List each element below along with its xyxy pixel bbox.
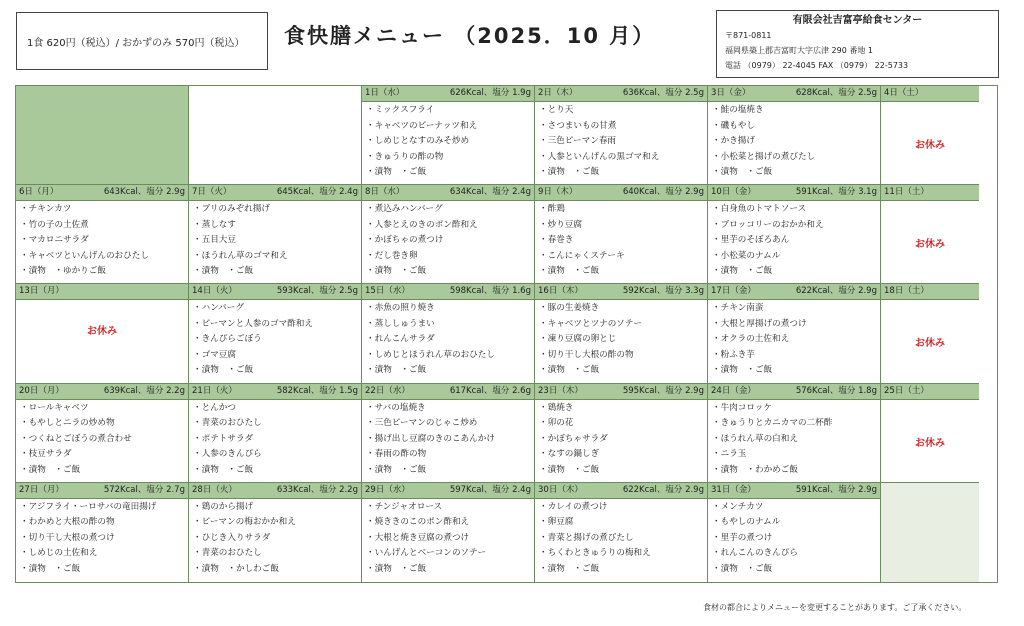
day-header	[535, 86, 707, 102]
day-cell	[362, 185, 535, 284]
holiday-label: お休み	[915, 140, 945, 151]
nutrition-info: 622Kcal、塩分 2.9g	[795, 286, 877, 297]
menu-list	[708, 400, 880, 480]
menu-item: ・ひじき入りサラダ	[193, 532, 271, 543]
menu-item: ・ゴマ豆腐	[193, 349, 236, 360]
menu-item: ・ハンバーグ	[193, 303, 244, 314]
menu-item: ・切り干し大根の酢の物	[539, 349, 634, 360]
menu-item: ・人参といんげんの黒ゴマ和え	[539, 151, 660, 162]
day-label: 30日（木）	[538, 484, 583, 495]
day-cell	[189, 185, 362, 284]
nutrition-info: 634Kcal、塩分 2.4g	[449, 187, 531, 198]
menu-item: ・漬物 ・ゆかりご飯	[20, 266, 106, 277]
day-cell	[362, 86, 535, 185]
day-header	[535, 185, 707, 201]
menu-item: ・漬物 ・ご飯	[539, 167, 600, 177]
nutrition-info: 626Kcal、塩分 1.9g	[449, 88, 531, 98]
menu-list	[189, 400, 361, 480]
menu-list	[708, 201, 880, 281]
menu-item: ・れんこんのきんぴら	[712, 548, 798, 559]
menu-item: ・ちくわときゅうりの梅和え	[539, 548, 651, 559]
day-label: 10日（金）	[711, 187, 756, 198]
day-cell	[535, 483, 708, 582]
menu-item: ・キャベツといんげんのおひたし	[20, 250, 149, 261]
day-header	[708, 384, 880, 400]
menu-item: ・漬物 ・ご飯	[366, 464, 427, 475]
holiday-label: お休み	[915, 239, 945, 251]
day-cell	[535, 284, 708, 383]
menu-list	[16, 201, 188, 281]
nutrition-info: 633Kcal、塩分 2.2g	[276, 484, 358, 495]
menu-item: ・大根と焼き豆腐の煮つけ	[366, 532, 470, 543]
day-cell	[535, 86, 708, 185]
menu-list	[535, 102, 707, 182]
menu-item: ・大根と厚揚げの煮つけ	[712, 318, 807, 329]
menu-item: ・酢鶏	[539, 204, 565, 215]
menu-item: ・煮込みハンバーグ	[366, 204, 443, 215]
menu-item: ・ほうれん草のゴマ和え	[193, 250, 288, 261]
day-label: 7日（火）	[192, 187, 232, 198]
day-header	[362, 86, 534, 102]
day-cell	[881, 483, 979, 582]
menu-item: ・ピーマンの梅おかか和え	[193, 517, 296, 528]
menu-item: ・かき揚げ	[712, 136, 755, 146]
day-cell	[16, 284, 189, 383]
day-label: 21日（火）	[192, 385, 237, 396]
menu-list	[189, 201, 361, 281]
menu-item: ・アジフライ・ーロサバの竜田揚げ	[20, 501, 157, 512]
menu-item: ・漬物 ・ご飯	[366, 365, 427, 376]
menu-item: ・五目大豆	[193, 235, 236, 246]
day-header	[708, 185, 880, 201]
day-cell	[708, 185, 881, 284]
menu-list	[535, 201, 707, 281]
page-title: 食快膳メニュー （2025．10 月）	[284, 24, 656, 48]
menu-item: ・チキンカツ	[20, 204, 72, 215]
day-cell	[16, 483, 189, 582]
menu-item: ・しめじとなすのみそ炒め	[366, 136, 470, 146]
menu-item: ・人参のきんぴら	[193, 449, 262, 460]
day-header	[535, 284, 707, 300]
day-label: 31日（金）	[711, 484, 756, 495]
day-header	[881, 86, 979, 102]
menu-list	[535, 400, 707, 480]
menu-item: ・チキン南蛮	[712, 303, 764, 314]
day-cell	[535, 185, 708, 284]
day-label: 9日（木）	[538, 187, 578, 198]
nutrition-info: 640Kcal、塩分 2.9g	[622, 187, 704, 198]
day-label: 17日（金）	[711, 286, 756, 297]
menu-item: ・小松菜のナムル	[712, 250, 781, 261]
day-header	[362, 284, 534, 300]
day-header	[362, 185, 534, 201]
menu-item: ・三色ピーマンのじゃこ炒め	[366, 418, 478, 429]
day-label: 20日（月）	[19, 385, 64, 396]
menu-item: ・凍り豆腐の卵とじ	[539, 334, 617, 345]
menu-item: ・きんぴらごぼう	[193, 334, 262, 345]
menu-item: ・だし巻き卵	[366, 250, 418, 261]
menu-list	[708, 102, 880, 182]
menu-item: ・小松菜と揚げの煮びたし	[712, 151, 816, 162]
menu-list	[708, 300, 880, 380]
day-label: 25日（土）	[884, 385, 929, 396]
menu-item: ・牛肉コロッケ	[712, 402, 772, 413]
day-header	[189, 185, 361, 201]
day-cell	[708, 384, 881, 483]
menu-item: ・もやしのナムル	[712, 517, 781, 528]
menu-item: ・漬物 ・ご飯	[193, 365, 254, 376]
menu-item: ・磯もやし	[712, 120, 755, 131]
menu-item: ・いんげんとベーコンのソテー	[366, 548, 487, 559]
day-header	[189, 384, 361, 400]
nutrition-info: 645Kcal、塩分 2.4g	[276, 187, 358, 198]
day-cell	[881, 185, 979, 284]
day-cell	[708, 483, 881, 582]
menu-item: ・ブロッコリーのおかか和え	[712, 219, 824, 230]
day-header	[16, 384, 188, 400]
menu-list	[189, 499, 361, 579]
day-label: 1日（水）	[365, 88, 405, 98]
menu-item: ・きゅうりの酢の物	[366, 151, 444, 162]
menu-item: ・漬物 ・ご飯	[366, 167, 427, 177]
day-header	[881, 185, 979, 201]
menu-item: ・なすの鍋しぎ	[539, 449, 600, 460]
menu-item: ・枝豆サラダ	[20, 449, 72, 460]
holiday-label: お休み	[915, 338, 945, 350]
day-label: 8日（水）	[365, 187, 405, 198]
menu-item: ・炒り豆腐	[539, 219, 582, 230]
menu-item: ・ロールキャベツ	[20, 402, 89, 413]
day-cell	[708, 284, 881, 383]
day-cell	[881, 86, 979, 185]
menu-item: ・青菜と揚げの煮びたし	[539, 532, 634, 543]
menu-item: ・オクラの土佐和え	[712, 334, 790, 345]
menu-item: ・漬物 ・ご飯	[539, 464, 600, 475]
menu-list	[16, 499, 188, 579]
menu-item: ・卯の花	[539, 418, 574, 429]
menu-item: ・漬物 ・ご飯	[712, 563, 773, 574]
nutrition-info: 639Kcal、塩分 2.2g	[103, 385, 185, 396]
nutrition-info: 576Kcal、塩分 1.8g	[795, 385, 877, 396]
day-label: 23日（木）	[538, 385, 583, 396]
menu-item: ・卵豆腐	[539, 517, 574, 528]
menu-item: ・春巻き	[539, 235, 574, 246]
day-label: 2日（木）	[538, 88, 578, 98]
day-header	[535, 384, 707, 400]
day-header	[881, 384, 979, 400]
day-header	[189, 284, 361, 300]
menu-item: ・切り干し大根の煮つけ	[20, 532, 115, 543]
menu-item: ・ミックスフライ	[366, 105, 435, 115]
menu-list	[708, 499, 880, 579]
menu-item: ・キャベツのピーナッツ和え	[366, 120, 478, 131]
menu-item: ・サバの塩焼き	[366, 402, 426, 413]
day-header	[189, 483, 361, 499]
day-label: 22日（水）	[365, 385, 410, 396]
nutrition-info: 597Kcal、塩分 2.4g	[449, 484, 531, 495]
menu-item: ・漬物 ・ご飯	[712, 266, 773, 277]
menu-list	[362, 102, 534, 182]
menu-item: ・鮭の塩焼き	[712, 105, 764, 115]
menu-item: ・メンチカツ	[712, 501, 764, 512]
nutrition-info: 643Kcal、塩分 2.9g	[103, 187, 185, 198]
menu-item: ・漬物 ・ご飯	[193, 464, 254, 475]
day-label: 14日（火）	[192, 286, 237, 297]
price-box	[16, 12, 268, 70]
day-label: 15日（水）	[365, 286, 410, 297]
day-label: 6日（月）	[19, 187, 59, 198]
menu-item: ・漬物 ・ご飯	[366, 266, 427, 277]
menu-item: ・キャベツとツナのソテー	[539, 318, 642, 329]
day-label: 4日（土）	[884, 88, 924, 98]
menu-item: ・さつまいもの甘煮	[539, 120, 617, 131]
menu-item: ・しめじとほうれん草のおひたし	[366, 349, 495, 360]
menu-item: ・ニラ玉	[712, 449, 747, 460]
menu-item: ・漬物 ・ご飯	[539, 365, 600, 376]
menu-list	[535, 499, 707, 579]
menu-item: ・チンジャオロース	[366, 501, 443, 512]
day-cell	[16, 185, 189, 284]
company-box	[716, 10, 999, 78]
menu-item: ・竹の子の土佐煮	[20, 219, 89, 230]
menu-list	[362, 300, 534, 380]
menu-list	[362, 201, 534, 281]
menu-item: ・鶏焼き	[539, 402, 574, 413]
day-cell	[881, 384, 979, 483]
day-cell	[189, 86, 362, 185]
nutrition-info: 593Kcal、塩分 2.5g	[276, 286, 358, 297]
menu-item: ・ポテトサラダ	[193, 433, 254, 444]
menu-item: ・蒸しなす	[193, 219, 236, 230]
day-label: 16日（木）	[538, 286, 583, 297]
menu-item: ・かぼちゃの煮つけ	[366, 235, 444, 246]
menu-item: ・粉ふき芋	[712, 349, 755, 360]
nutrition-info: 591Kcal、塩分 2.9g	[795, 484, 877, 495]
menu-item: ・つくねとごぼうの煮合わせ	[20, 433, 132, 444]
day-label: 13日（月）	[19, 286, 64, 297]
menu-item: ・漬物 ・ご飯	[366, 563, 427, 574]
menu-list	[535, 300, 707, 380]
day-header	[16, 284, 188, 300]
nutrition-info: 598Kcal、塩分 1.6g	[449, 286, 531, 297]
menu-item: ・こんにゃくステーキ	[539, 250, 625, 261]
company-name: 有限会社吉富亭給食センター	[792, 15, 923, 26]
menu-item: ・豚の生姜焼き	[539, 303, 600, 314]
menu-list	[189, 300, 361, 380]
menu-item: ・とり天	[539, 105, 574, 115]
menu-list	[16, 400, 188, 480]
menu-item: ・漬物 ・ご飯	[539, 563, 600, 574]
menu-item: ・三色ピーマン春雨	[539, 136, 617, 146]
menu-item: ・れんこんサラダ	[366, 334, 435, 345]
menu-calendar	[15, 85, 998, 583]
menu-item: ・カレイの煮つけ	[539, 501, 608, 512]
day-header	[708, 483, 880, 499]
day-header	[16, 483, 188, 499]
menu-item: ・鶏のから揚げ	[193, 501, 254, 512]
day-header	[708, 284, 880, 300]
day-cell	[189, 483, 362, 582]
holiday-label: お休み	[915, 437, 945, 449]
day-label: 11日（土）	[884, 187, 929, 198]
day-label: 29日（水）	[365, 484, 410, 495]
day-header	[16, 185, 188, 201]
menu-item: ・白身魚のトマトソース	[712, 204, 807, 215]
day-cell	[535, 384, 708, 483]
menu-item: ・青菜のおひたし	[193, 548, 262, 559]
day-header	[708, 86, 880, 102]
day-header	[535, 483, 707, 499]
day-cell	[362, 384, 535, 483]
day-header	[362, 483, 534, 499]
menu-list	[362, 400, 534, 480]
menu-item: ・かぼちゃサラダ	[539, 433, 608, 444]
day-cell	[362, 284, 535, 383]
menu-item: ・漬物 ・わかめご飯	[712, 464, 798, 475]
company-address: 福岡県築上郡吉富町大字広津 290 番地 1	[725, 46, 873, 55]
nutrition-info: 591Kcal、塩分 3.1g	[795, 187, 877, 198]
nutrition-info: 622Kcal、塩分 2.9g	[622, 484, 704, 495]
footer-note: 食材の都合によりメニューを変更することがあります。ご了承ください。	[703, 603, 967, 612]
nutrition-info: 572Kcal、塩分 2.7g	[103, 484, 185, 495]
menu-item: ・漬物 ・ご飯	[193, 266, 254, 277]
day-cell	[189, 284, 362, 383]
day-cell	[189, 384, 362, 483]
day-label: 28日（火）	[192, 484, 237, 495]
day-cell	[16, 384, 189, 483]
holiday-label: お休み	[87, 326, 117, 338]
menu-item: ・ブリのみぞれ揚げ	[193, 204, 271, 215]
nutrition-info: 595Kcal、塩分 2.9g	[622, 385, 704, 396]
day-label: 24日（金）	[711, 385, 756, 396]
menu-item: ・赤魚の照り焼き	[366, 303, 435, 314]
menu-item: ・焼ききのこのポン酢和え	[366, 517, 470, 528]
menu-item: ・春雨の酢の物	[366, 449, 427, 460]
nutrition-info: 628Kcal、塩分 2.5g	[795, 88, 877, 98]
nutrition-info: 582Kcal、塩分 1.5g	[276, 385, 358, 396]
day-cell	[881, 284, 979, 383]
day-label: 3日（金）	[711, 88, 751, 98]
company-postal: 〒871-0811	[725, 31, 772, 40]
day-cell	[362, 483, 535, 582]
menu-item: ・漬物 ・かしわご飯	[193, 563, 279, 574]
menu-item: ・しめじの土佐和え	[20, 548, 98, 559]
menu-item: ・里芋のそぼろあん	[712, 235, 790, 246]
menu-list	[362, 499, 534, 579]
menu-item: ・人参とえのきのポン酢和え	[366, 219, 478, 230]
menu-item: ・漬物 ・ご飯	[20, 563, 81, 574]
menu-item: ・マカロニサラダ	[20, 235, 89, 246]
day-cell	[708, 86, 881, 185]
nutrition-info: 636Kcal、塩分 2.5g	[622, 88, 704, 98]
menu-item: ・漬物 ・ご飯	[712, 365, 773, 376]
nutrition-info: 592Kcal、塩分 3.3g	[622, 286, 704, 297]
day-label: 27日（月）	[19, 484, 64, 495]
menu-item: ・蒸ししゅうまい	[366, 318, 435, 329]
menu-item: ・漬物 ・ご飯	[20, 464, 81, 475]
day-header	[881, 284, 979, 300]
menu-item: ・きゅうりとカニカマの二杯酢	[712, 418, 833, 429]
menu-item: ・ほうれん草の白和え	[712, 433, 798, 444]
day-label: 18日（土）	[884, 286, 929, 297]
company-phone: 電話 （0979） 22-4045 FAX （0979） 22-5733	[725, 61, 909, 70]
menu-item: ・ピーマンと人参のゴマ酢和え	[193, 318, 313, 329]
menu-item: ・揚げ出し豆腐のきのこあんかけ	[366, 433, 495, 444]
menu-item: ・わかめと大根の酢の物	[20, 517, 115, 528]
day-header	[362, 384, 534, 400]
menu-item: ・もやしとニラの炒め物	[20, 418, 115, 429]
day-cell	[16, 86, 189, 185]
price-text: 1食 620円（税込）/ おかずのみ 570円（税込）	[27, 37, 245, 49]
menu-item: ・漬物 ・ご飯	[712, 167, 773, 177]
nutrition-info: 617Kcal、塩分 2.6g	[449, 385, 531, 396]
menu-item: ・漬物 ・ご飯	[539, 266, 600, 277]
menu-item: ・とんかつ	[193, 402, 236, 413]
menu-item: ・青菜のおひたし	[193, 418, 262, 429]
menu-item: ・里芋の煮つけ	[712, 532, 773, 543]
